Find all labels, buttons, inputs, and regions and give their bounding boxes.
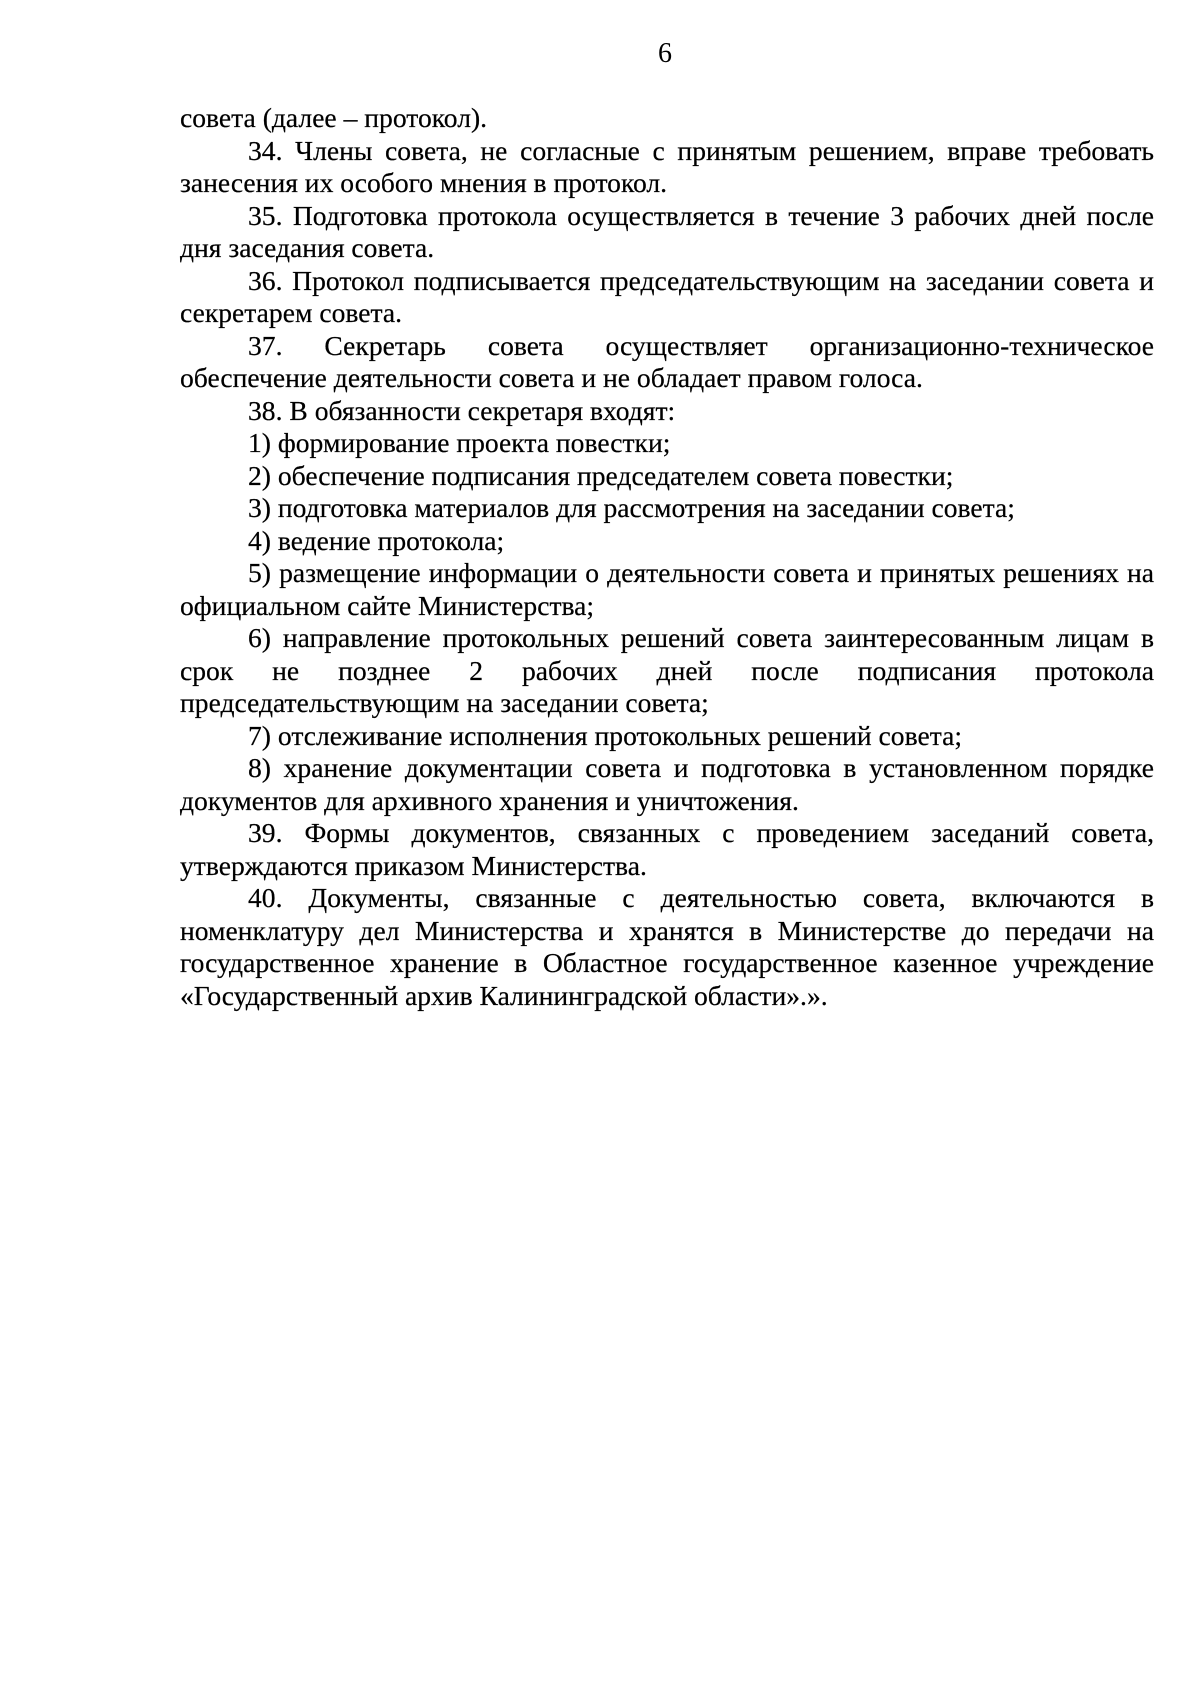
list-item-3: 3) подготовка материалов для рассмотрения на заседании совета; bbox=[248, 492, 1015, 523]
list-item-7: 7) отслеживание исполнения протокольных решений совета; bbox=[248, 719, 963, 751]
paragraph-continuation: совета (далее – протокол). bbox=[180, 102, 488, 133]
paragraph-item-38: 38. В обязанности секретаря входят: bbox=[248, 394, 676, 426]
list-item-6: 6) направление протокольных решений совета заинтересованным лицам в срок не позднее 2 рабочих дней после подписания протокола председательствующим на заседании совета; bbox=[180, 622, 1154, 718]
list-item-2: 2) обеспечение подписания председателем совета повестки; bbox=[248, 459, 954, 491]
paragraph-item-34: 34. Члены совета, не согласные с принятым решением, вправе требовать занесения их особого мнения в протокол. bbox=[180, 134, 1154, 198]
list-item-8: 8) хранение документации совета и подготовка в установленном порядке документов для архивного хранения и уничтожения. bbox=[180, 752, 1154, 816]
page-number: 6 bbox=[658, 38, 672, 69]
paragraph-item-39: 39. Формы документов, связанных с проведением заседаний совета, утверждаются приказом Министерства. bbox=[180, 817, 1154, 881]
paragraph-item-37: 37. Секретарь совета осуществляет организационно-техническое обеспечение деятельности совета и не обладает правом голоса. bbox=[180, 329, 1154, 393]
paragraph-item-40: 40. Документы, связанные с деятельностью совета, включаются в номенклатуру дел Министерства и хранятся в Министерстве до передачи на государственное хранение в Областное государственное казенное учреждение «Государственный архив Калининградской области».». bbox=[180, 882, 1154, 1011]
paragraph-item-36: 36. Протокол подписывается председательствующим на заседании совета и секретарем совета. bbox=[180, 264, 1154, 328]
document-body bbox=[180, 102, 1154, 1012]
list-item-1: 1) формирование проекта повестки; bbox=[248, 427, 671, 458]
list-item-5: 5) размещение информации о деятельности совета и принятых решениях на официальном сайте Министерства; bbox=[180, 557, 1154, 621]
paragraph-item-35: 35. Подготовка протокола осуществляется в течение 3 рабочих дней после дня заседания совета. bbox=[180, 199, 1154, 263]
list-item-4: 4) ведение протокола; bbox=[248, 524, 505, 556]
